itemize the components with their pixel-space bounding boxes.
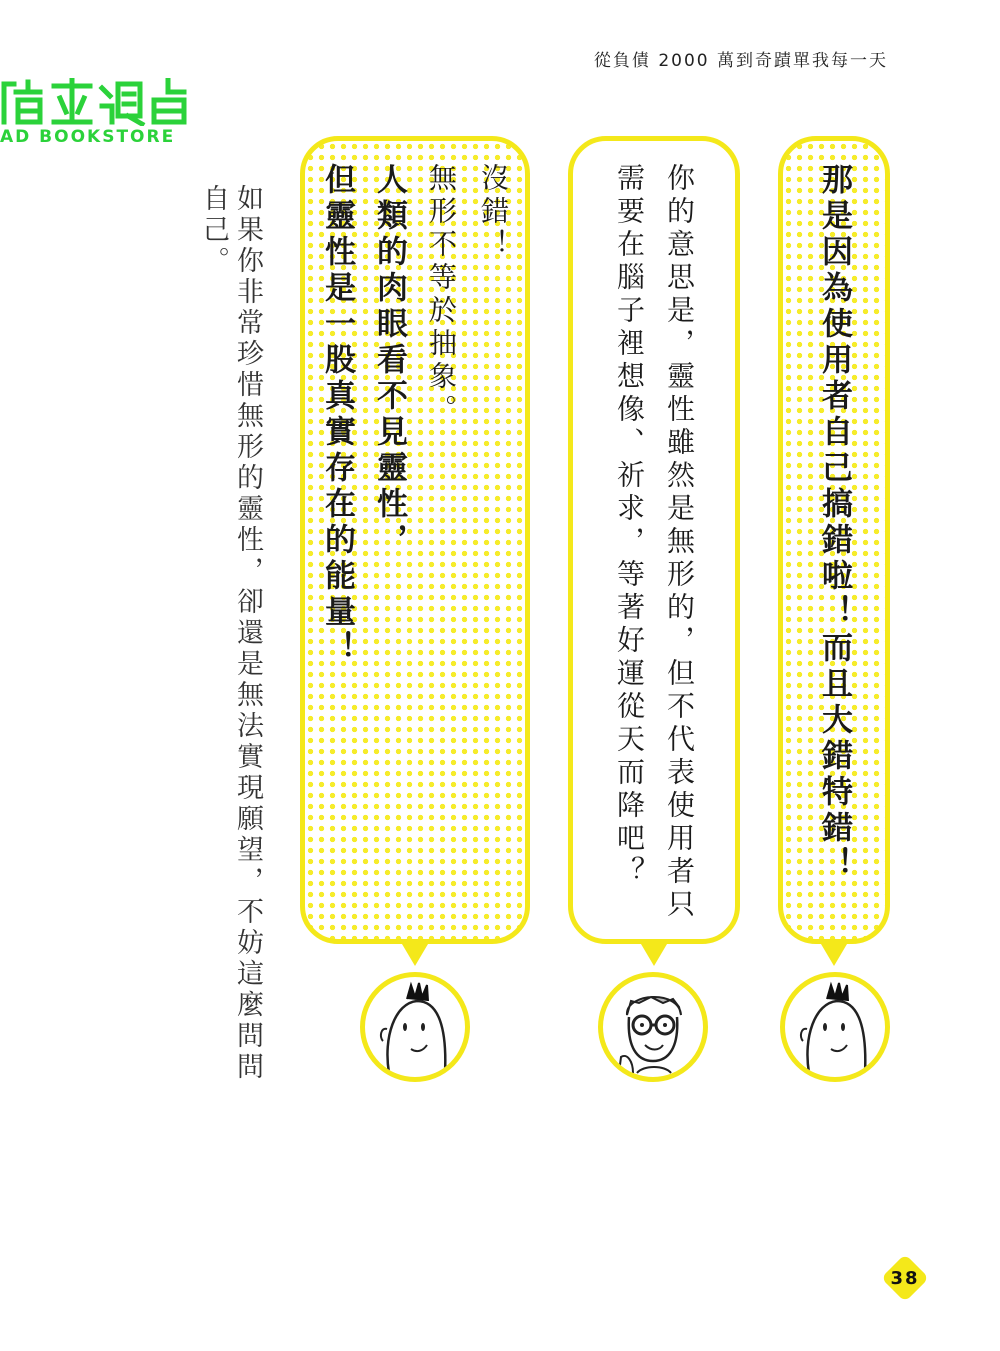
character-avatar-2 [598, 972, 708, 1082]
bubble-2-tail [641, 944, 667, 966]
bubble-3-line-2: 無形不等於抽象。 [425, 163, 458, 427]
publisher-logo-text: AD BOOKSTORE [0, 127, 176, 147]
bubble-2-text: 你的意思是，靈性雖然是無形的，但不代表使用者只需要在腦子裡想像、祈求，等著好運從天而降吧？ [613, 163, 696, 922]
glasses-character-icon [603, 977, 703, 1077]
speech-bubble-1 [778, 136, 890, 944]
spiky-hair-character-icon [365, 977, 465, 1077]
spiky-hair-character-icon [785, 977, 885, 1077]
character-avatar-1 [780, 972, 890, 1082]
bubble-1-tail [821, 944, 847, 966]
bubble-1-text: 那是因為使用者自己搞錯啦！而且大錯特錯！ [816, 163, 852, 883]
speech-bubble-2 [568, 136, 740, 944]
character-avatar-3 [360, 972, 470, 1082]
bubble-3-line-4: 但靈性是一股真實存在的能量！ [319, 163, 355, 667]
narration-text: 如果你非常珍惜無形的靈性，卻還是無法實現願望，不妨這麼問問自己。 [198, 184, 263, 1083]
bubble-3-line-3: 人類的肉眼看不見靈性， [371, 163, 407, 559]
publisher-logo-mark [0, 78, 200, 126]
header-book-title: 從負債 2000 萬到奇蹟單我每一天 [593, 51, 888, 71]
page-number: 38 [890, 1267, 920, 1289]
speech-bubble-3 [300, 136, 530, 944]
bubble-3-line-1: 沒錯！ [477, 163, 510, 262]
bubble-3-tail [402, 944, 428, 966]
